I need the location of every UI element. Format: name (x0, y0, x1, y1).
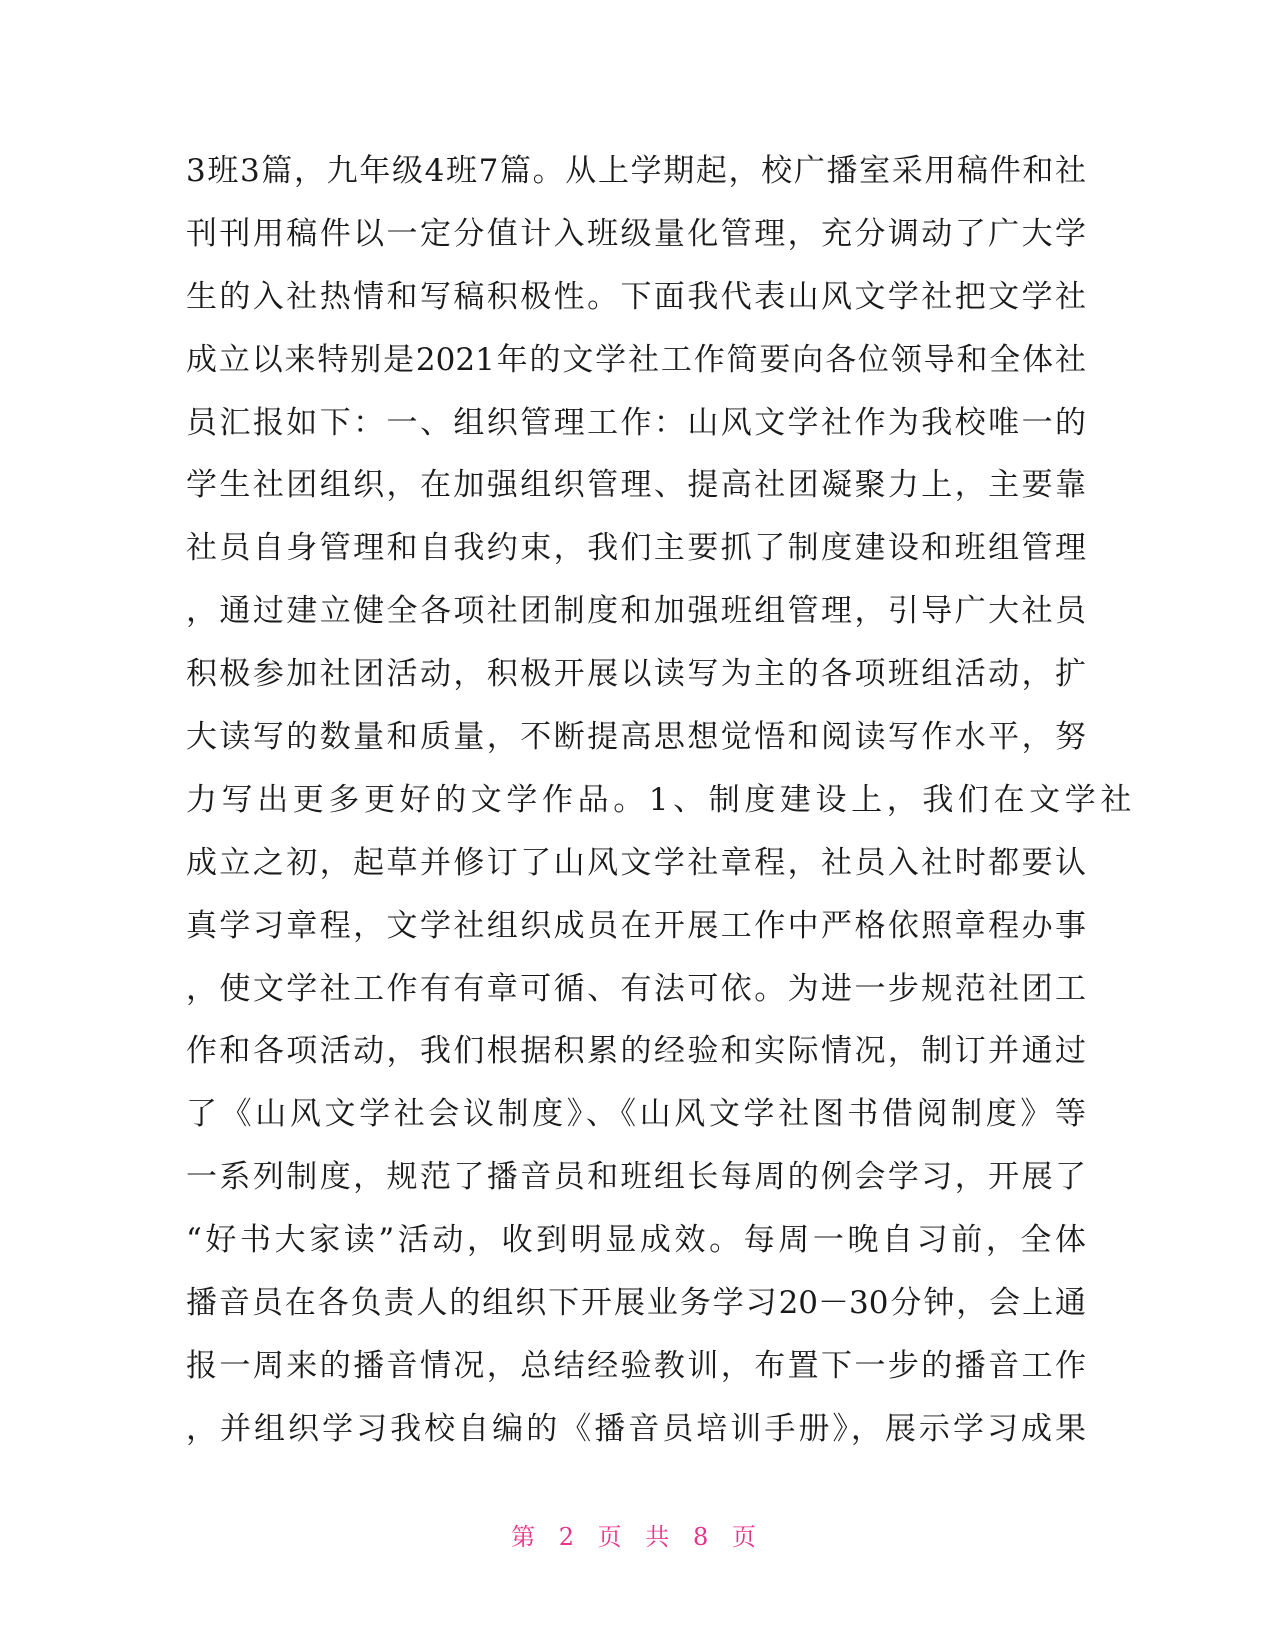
text-line: 社员自身管理和自我约束，我们主要抓了制度建设和班组管理 (186, 530, 1086, 567)
text-line: 真学习章程，文学社组织成员在开展工作中严格依照章程办事 (186, 907, 1086, 944)
text-line: ，并组织学习我校自编的《播音员培训手册》，展示学习成果 (186, 1410, 1086, 1447)
text-line: 播音员在各负责人的组织下开展业务学习20－30分钟，会上通 (186, 1285, 1086, 1322)
page-number-footer: 第 2 页 共 8 页 (511, 1523, 764, 1551)
text-line: 了《山风文学社会议制度》、《山风文学社图书借阅制度》等 (186, 1096, 1086, 1133)
text-line: 一系列制度，规范了播音员和班组长每周的例会学习，开展了 (186, 1159, 1086, 1196)
text-line: 成立之初，起草并修订了山风文学社章程，社员入社时都要认 (186, 844, 1086, 881)
text-line: 刊刊用稿件以一定分值计入班级量化管理，充分调动了广大学 (186, 215, 1086, 252)
text-line: 力写出更多更好的文学作品。1、制度建设上，我们在文学社 (186, 781, 1136, 818)
text-line: 生的入社热情和写稿积极性。下面我代表山风文学社把文学社 (186, 278, 1086, 315)
text-line: 积极参加社团活动，积极开展以读写为主的各项班组活动，扩 (186, 656, 1086, 693)
text-line: ，通过建立健全各项社团制度和加强班组管理，引导广大社员 (186, 593, 1086, 630)
text-line: 作和各项活动，我们根据积累的经验和实际情况，制订并通过 (186, 1033, 1086, 1070)
text-line: 大读写的数量和质量，不断提高思想觉悟和阅读写作水平，努 (186, 719, 1086, 756)
text-line: 报一周来的播音情况，总结经验教训，布置下一步的播音工作 (186, 1347, 1086, 1384)
text-line: 成立以来特别是2021年的文学社工作简要向各位领导和全体社 (186, 341, 1086, 378)
text-line: 员汇报如下：一、组织管理工作：山风文学社作为我校唯一的 (186, 404, 1086, 441)
text-line: 学生社团组织，在加强组织管理、提高社团凝聚力上，主要靠 (186, 467, 1086, 504)
text-line: “好书大家读”活动，收到明显成效。每周一晚自习前，全体 (186, 1222, 1086, 1259)
text-line: 3班3篇，九年级4班7篇。从上学期起，校广播室采用稿件和社 (186, 153, 1086, 189)
text-line: ，使文学社工作有有章可循、有法可依。为进一步规范社团工 (186, 970, 1086, 1007)
body-text (186, 140, 1136, 1461)
